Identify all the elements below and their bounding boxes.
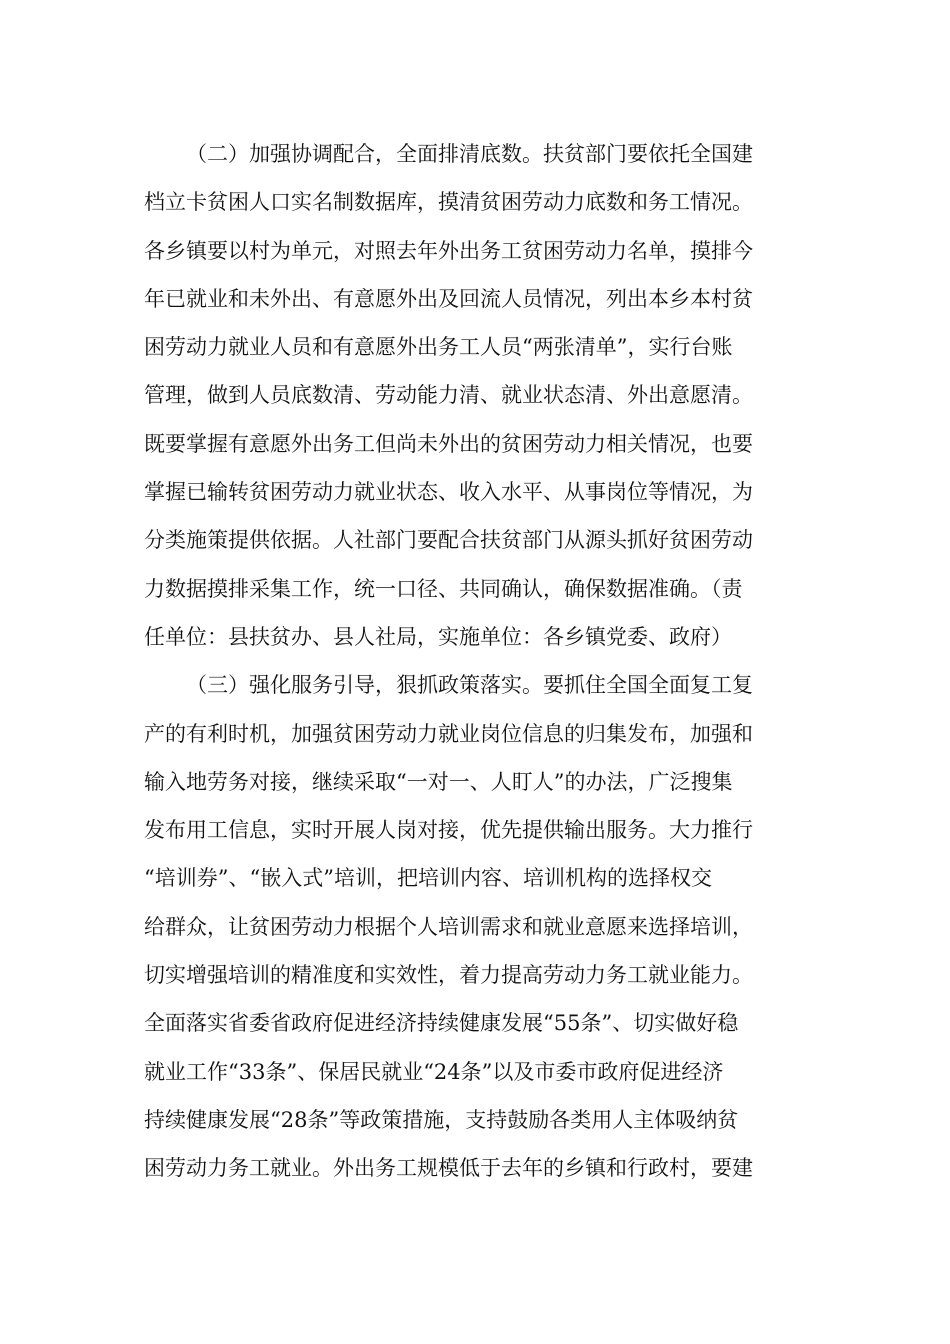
- text-line: 输入地劳务对接，继续采取“一对一、人盯人”的办法，广泛搜集: [144, 769, 733, 794]
- text-line: 档立卡贫困人口实名制数据库，摸清贫困劳动力底数和务工情况。: [144, 190, 753, 215]
- paragraph-3-heading-line: （三）强化服务引导，狠抓政策落实。要抓住全国全面复工复: [186, 673, 753, 698]
- text-line: 困劳动力就业人员和有意愿外出务工人员“两张清单”，实行台账: [144, 335, 733, 360]
- text-line: 掌握已输转贫困劳动力就业状态、收入水平、从事岗位等情况，为: [144, 480, 753, 505]
- text-line: 力数据摸排采集工作，统一口径、共同确认，确保数据准确。（责: [144, 576, 743, 601]
- text-line: 困劳动力务工就业。外出务工规模低于去年的乡镇和行政村，要建: [144, 1156, 753, 1181]
- text-line: 各乡镇要以村为单元，对照去年外出务工贫困劳动力名单，摸排今: [144, 238, 753, 263]
- text-line: 管理，做到人员底数清、劳动能力清、就业状态清、外出意愿清。: [144, 383, 753, 408]
- document-body: [144, 130, 816, 1193]
- text-line: 全面落实省委省政府促进经济持续健康发展“55条”、切实做好稳: [144, 1011, 739, 1036]
- text-line: 切实增强培训的精准度和实效性，着力提高劳动力务工就业能力。: [144, 963, 753, 988]
- text-line: 年已就业和未外出、有意愿外出及回流人员情况，列出本乡本村贫: [144, 286, 753, 311]
- text-line: 持续健康发展“28条”等政策措施，支持鼓励各类用人主体吸纳贫: [144, 1107, 739, 1132]
- text-line: 发布用工信息，实时开展人岗对接，优先提供输出服务。大力推行: [144, 818, 753, 843]
- text-line: 分类施策提供依据。人社部门要配合扶贫部门从源头抓好贫困劳动: [144, 528, 753, 553]
- text-line: 就业工作“33条”、保居民就业“24条”以及市委市政府促进经济: [144, 1059, 724, 1084]
- text-line: 既要掌握有意愿外出务工但尚未外出的贫困劳动力相关情况，也要: [144, 431, 753, 456]
- text-line: 给群众，让贫困劳动力根据个人培训需求和就业意愿来选择培训，: [144, 914, 753, 939]
- text-line: “培训券”、“嵌入式”培训，把培训内容、培训机构的选择权交: [144, 866, 712, 891]
- text-line: 产的有利时机，加强贫困劳动力就业岗位信息的归集发布，加强和: [144, 721, 753, 746]
- text-line: 任单位：县扶贫办、县人社局，实施单位：各乡镇党委、政府）: [144, 624, 732, 649]
- paragraph-2-heading-line: （二）加强协调配合，全面排清底数。扶贫部门要依托全国建: [186, 142, 753, 166]
